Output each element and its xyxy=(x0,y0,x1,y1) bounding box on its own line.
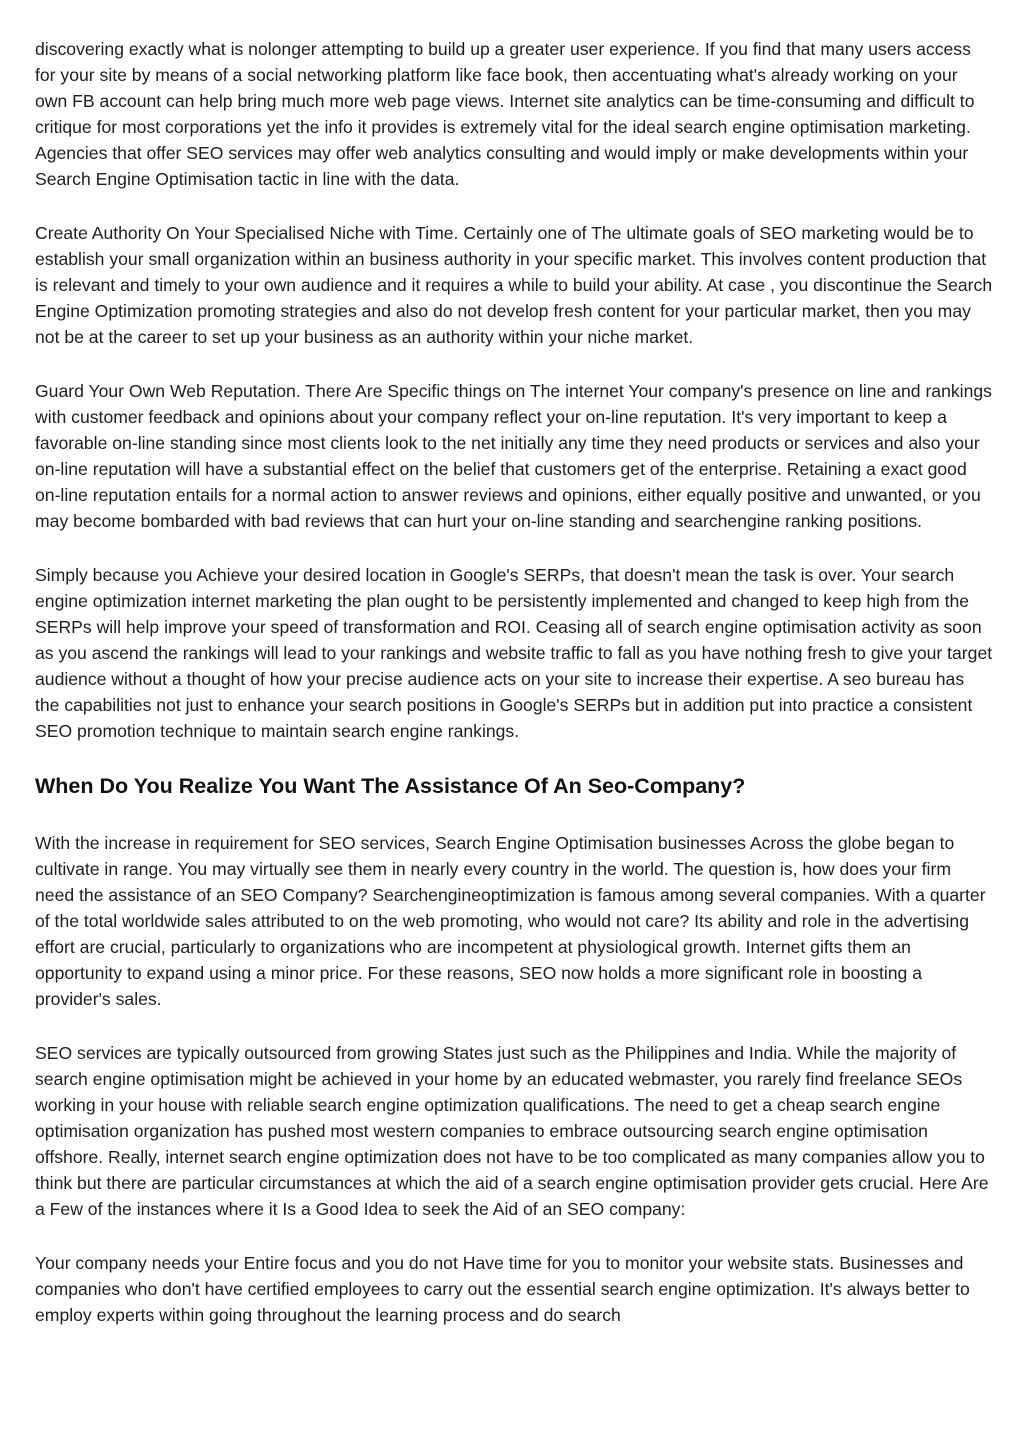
paragraph-analytics: discovering exactly what is nolonger attempting to build up a greater user experience. If you find that many users access for your site by means of a social networking platform like face book, then accentuating what's already working on your own FB account can help bring much more web page views. Internet site analytics can be time-consuming and difficult to critique for most corporations yet the info it provides is extremely vital for the ideal search engine optimisation marketing. Agencies that offer SEO services may offer web analytics consulting and would imply or make developments within your Search Engine Optimisation tactic in line with the data. xyxy=(35,39,975,189)
section-heading: When Do You Realize You Want The Assistance Of An Seo-Company? xyxy=(35,774,746,798)
paragraph-requirement: With the increase in requirement for SEO services, Search Engine Optimisation businesses Across the globe began to cultivate in range. You may virtually see them in nearly every country in the world. The question is, how does your firm need the assistance of an SEO Company? Searchengineoptimization is famous among several companies. With a quarter of the total worldwide sales attributed to on the web promoting, who would not care? Its ability and role in the advertising effort are crucial, particularly to organizations who are incompetent at physiological growth. Internet gifts them an opportunity to expand using a minor price. For these reasons, SEO now holds a more significant role in boosting a provider's sales. xyxy=(35,833,986,1009)
paragraph-focus: Your company needs your Entire focus and you do not Have time for you to monitor your website stats. Businesses and companies who don't have certified employees to carry out the essential search engine optimization. It's always better to employ experts within going throughout the learning process and do search xyxy=(35,1253,970,1325)
paragraph-authority: Create Authority On Your Specialised Niche with Time. Certainly one of The ultimate goals of SEO marketing would be to establish your small organization within an business authority in your specific market. This involves content production that is relevant and timely to your own audience and it requires a while to build your ability. At case , you discontinue the Search Engine Optimization promoting strategies and also do not develop fresh content for your particular market, then you may not be at the career to set up your business as an authority within your niche market. xyxy=(35,223,993,347)
document-page xyxy=(35,36,993,1356)
paragraph-serps: Simply because you Achieve your desired location in Google's SERPs, that doesn't mean the task is over. Your search engine optimization internet marketing the plan ought to be persistently implemented and changed to keep high from the SERPs will help improve your speed of transformation and ROI. Ceasing all of search engine optimisation activity as soon as you ascend the rankings will lead to your rankings and website traffic to fall as you have nothing fresh to give your target audience without a thought of how your precise audience acts on your site to increase their expertise. A seo bureau has the capabilities not just to enhance your search positions in Google's SERPs but in addition put into practice a consistent SEO promotion technique to maintain search engine rankings. xyxy=(35,565,993,741)
paragraph-reputation: Guard Your Own Web Reputation. There Are Specific things on The internet Your company's presence on line and rankings with customer feedback and opinions about your company reflect your on-line reputation. It's very important to keep a favorable on-line standing since most clients look to the net initially any time they need products or services and also your on-line reputation will have a substantial effect on the belief that customers get of the enterprise. Retaining a exact good on-line reputation entails for a normal action to answer reviews and opinions, either equally positive and unwanted, or you may become bombarded with bad reviews that can hurt your on-line standing and searchengine ranking positions. xyxy=(35,381,992,531)
paragraph-outsourcing: SEO services are typically outsourced from growing States just such as the Philippines and India. While the majority of search engine optimisation might be achieved in your home by an educated webmaster, you rarely find freelance SEOs working in your house with reliable search engine optimization qualifications. The need to get a cheap search engine optimisation organization has pushed most western companies to embrace outsourcing search engine optimisation offshore. Really, internet search engine optimization does not have to be too complicated as many companies allow you to think but there are particular circumstances at which the aid of a search engine optimisation provider gets crucial. Here Are a Few of the instances where it Is a Good Idea to seek the Aid of an SEO company: xyxy=(35,1043,989,1219)
